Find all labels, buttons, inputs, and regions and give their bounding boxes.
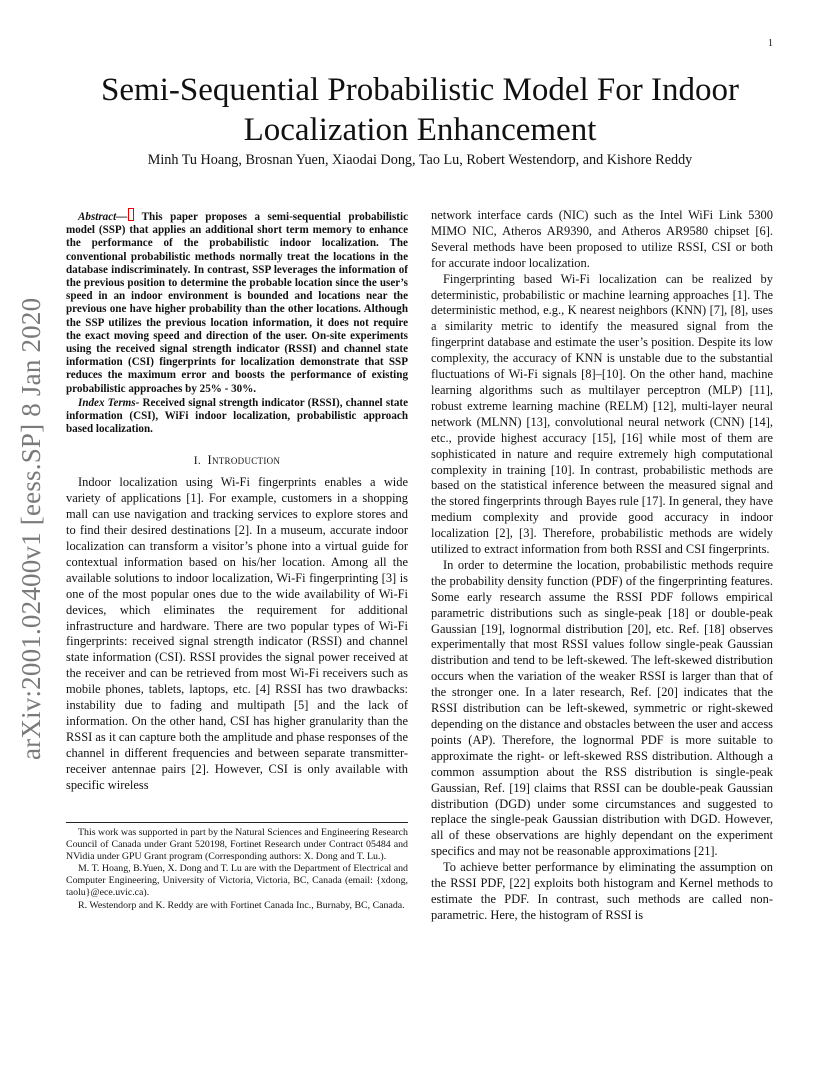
section-heading — [66, 453, 408, 469]
footnote: M. T. Hoang, B.Yuen, X. Dong and T. Lu are with the Department of Electrical and Computer Engineering, University of Victoria, Victoria, BC, Canada (email: {xdong, taolu}@ece.uvic.ca). — [66, 863, 408, 899]
arxiv-identifier: arXiv:2001.02400v1 [eess.SP] 8 Jan 2020 — [16, 297, 46, 760]
footnote: This work was supported in part by the Natural Sciences and Engineering Research Council of Canada under Grant 520198, Fortinet Research under Contract 05484 and NVidia under GPU Grant program (Corresponding authors: X. Dong and T. Lu.). — [66, 827, 408, 863]
index-terms — [66, 397, 408, 437]
index-terms-text: Received signal strength indicator (RSSI), channel state information (CSI), WiFi indoor localization, probabilistic approach based localization. — [66, 396, 408, 436]
paragraph: network interface cards (NIC) such as the Intel WiFi Link 5300 MIMO NIC, Atheros AR9390, and Atheros AR9580 chipset [6]. Several methods have been proposed to utilize RSSI, CSI or both for accurate indoor localization. — [431, 208, 773, 270]
footnote: R. Westendorp and K. Reddy are with Fortinet Canada Inc., Burnaby, BC, Canada. — [78, 899, 405, 911]
abstract — [66, 208, 408, 396]
left-column — [66, 208, 408, 793]
abstract-label: Abstract— — [78, 211, 128, 223]
right-column — [431, 208, 773, 924]
section-number: I. — [193, 454, 202, 468]
footnote-divider — [66, 822, 408, 823]
paragraph: To achieve better performance by eliminating the assumption on the RSSI PDF, [22] exploits both histogram and Kernel methods to estimate the PDF. In contrast, such methods are called non-parametric. Here, the histogram of RSSI is — [431, 860, 773, 922]
paragraph: Fingerprinting based Wi-Fi localization can be realized by deterministic, probabilistic or machine learning approaches [1]. The deterministic method, e.g., K nearest neighbors (KNN) [7], [8], uses a similarity metric to identify the measured signal from the fingerprint database and estimate the user’s position. Despite its low complexity, the accuracy of KNN is unstable due to the substantial fluctuations of Wi-Fi signals [8]–[10]. On the other hand, machine learning algorithms such as multilayer perceptron (MLP) [11], robust extreme learning machine (RELM) [12], multi-layer neural network (MLNN) [13], convolutional neural network (CNN) [14], etc., provide highest accuracy [15], [16] while most of them are sophisticated in nature and require extremely high computational complexity in training [10]. In contrast, probabilistic methods are based on the statistical inference between the measured signal and the stored fingerprints through Bayes rule [17]. In general, they have medium complexity and provide good accuracy in indoor localization [2], [3]. Therefore, probabilistic methods are widely utilized to extract information from both RSSI and CSI fingerprints. — [431, 271, 773, 557]
abstract-text: This paper proposes a semi-sequential probabilistic model (SSP) that applies an additional short term memory to enhance the performance of the probabilistic indoor localization. The conventional probabilistic methods normally treat the locations in the database indiscriminately. In contrast, SSP leverages the information of the previous position to determine the probable location since the user’s speed in an indoor environment is bounded and locations near the previous one have higher probability than the other locations. Although the SSP utilizes the previous location information, it does not require the exact moving speed and direction of the user. On-site experiments using the received signal strength indicator (RSSI) and channel state information (CSI) fingerprints for localization demonstrate that SSP reduces the maximum error and boosts the performance of existing probabilistic approaches by 25% - 30%. — [66, 211, 409, 395]
page-number: 1 — [768, 38, 773, 49]
footnotes — [66, 827, 408, 912]
author-list: Minh Tu Hoang, Brosnan Yuen, Xiaodai Dong, Tao Lu, Robert Westendorp, and Kishore Reddy — [147, 152, 693, 168]
paragraph: In order to determine the location, probabilistic methods require the probability density function (PDF) of the fingerprinting features. Some early research assume the RSSI PDF follows empirical parametric distributions such as single-peak [18] or double-peak Gaussian [19], lognormal distribution [20], etc. Ref. [18] observes experimentally that most RSSI values follow single-peak Gaussian distribution and tend to be left-skewed. The left-skewed distribution occurs when the variation of the weaker RSSI is larger than that of the stronger one. In a later research, Ref. [20] indicates that the RSSI distribution can be left-skewed, symmetric or right-skewed depending on the distance and obstacles between the user and access points (AP). Therefore, the lognormal PDF is more suitable to approximate the right- or left-skewed RSS distribution. Although a common assumption about the RSS distribution is single-peak Gaussian, Ref. [19] claims that RSSI can be double-peak Gaussian distribution (DGD) under some circumstances and suggested to replace the single-peak Gaussian distribution with DGD. However, all of these observations are highly dependant on the experiment specifics and may not be reasonable approximations [21]. — [431, 557, 773, 859]
link-marker-icon — [128, 208, 134, 221]
paper-title: Semi-Sequential Probabilistic Model For Indoor Localization Enhancement — [101, 72, 739, 148]
section-title: Introduction — [207, 453, 281, 468]
paragraph: Indoor localization using Wi-Fi fingerprints enables a wide variety of applications [1]. For example, customers in a shopping mall can use navigation and tracking services to explore stores and to find their desired destinations [2]. In a museum, accurate indoor localization can transform a visitor’s phone into a virtual guide for contextual information based on his/her location. Among all the available solutions to indoor localization, Wi-Fi fingerprinting [3] is one of the most popular ones due to the wide availability of Wi-Fi devices, which eliminates the requirement for additional infrastructure and hardware. There are two popular types of Wi-Fi fingerprints: received signal strength indicator (RSSI) and channel state information (CSI). RSSI provides the signal power received at the receiver and can be retrieved from most Wi-Fi receivers such as mobile phones, tablets, laptops, etc. [4] RSSI has two drawbacks: instability due to fading and multipath [5] and the lack of information. On the other hand, CSI has higher granularity than the RSSI as it can capture both the amplitude and phase responses of the channel in different frequencies and between separate transmitter-receiver antennae pairs [2]. However, CSI is only available with specific wireless — [66, 475, 408, 792]
index-terms-label: Index Terms- — [78, 396, 140, 409]
